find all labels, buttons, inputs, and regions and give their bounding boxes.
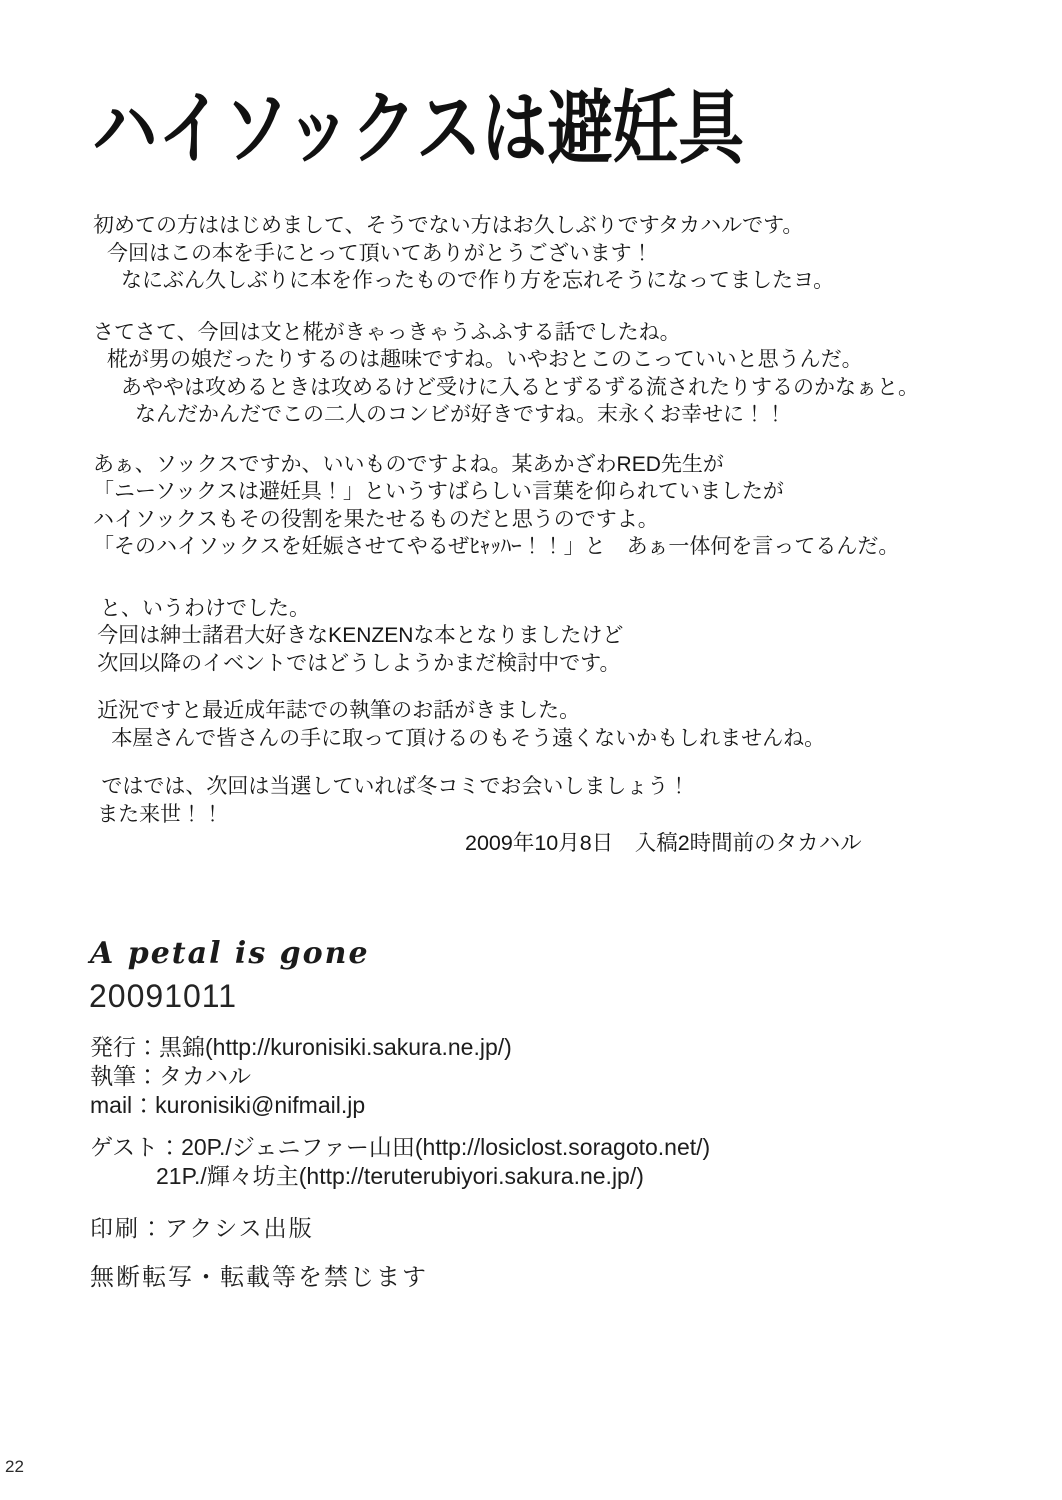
afterword-line: 本屋さんで皆さんの手に取って頂けるのもそう遠くないかもしれませんね。 — [111, 726, 826, 750]
afterword-line: 椛が男の娘だったりするのは趣味ですね。いやおとこのこっていいと思うんだ。 — [107, 348, 863, 371]
afterword-line: なにぶん久しぶりに本を作ったもので作り方を忘れそうになってましたヨ。 — [121, 269, 835, 292]
afterword-line: 初めての方ははじめまして、そうでない方はお久しぶりですタカハルです。 — [93, 214, 804, 237]
afterword-paragraph — [93, 319, 973, 429]
afterword-line: と、いうわけでした。 — [100, 596, 310, 620]
author-line: 執筆：タカハル — [90, 1063, 251, 1089]
afterword-line: あぁ、ソックスですか、いいものですよね。某あかざわRED先生が — [93, 452, 724, 476]
afterword-line: なんだかんだでこの二人のコンビが好きですね。末永くお幸せに！！ — [135, 403, 786, 426]
guest-line-1: ゲスト：20P./ジェニファー山田(http://losiclost.soragoto.net/) — [90, 1134, 711, 1160]
afterword-paragraph — [93, 697, 973, 752]
copyright-notice: 無断転写・転載等を禁じます — [90, 1265, 428, 1291]
publisher-line: 発行：黒錦(http://kuronisiki.sakura.ne.jp/) — [90, 1034, 512, 1060]
afterword-line: 近況ですと最近成年誌での執筆のお話がきました。 — [97, 699, 581, 722]
afterword-line: 今回はこの本を手にとって頂いてありがとうございます！ — [107, 241, 653, 265]
afterword-body — [93, 212, 973, 858]
page-number: 22 — [5, 1457, 24, 1476]
afterword-paragraph — [93, 773, 973, 828]
release-date: 20091011 — [89, 978, 237, 1014]
afterword-line: ではでは、次回は当選していれば冬コミでお会いしましょう！ — [101, 775, 690, 798]
book-title: A petal is gone — [90, 936, 370, 971]
guest-info — [90, 1133, 710, 1191]
afterword-line: 次回以降のイベントではどうしようかまだ検討中です。 — [97, 651, 621, 675]
date-signature: 2009年10月8日 入稿2時間前のタカハル — [465, 831, 862, 855]
page-title: ハイソックスは避妊具 — [92, 86, 745, 174]
afterword-paragraph — [93, 451, 973, 561]
afterword-paragraphs — [93, 212, 973, 828]
afterword-line: 今回は紳士諸君大好きなKENZENな本となりましたけど — [97, 624, 624, 647]
guest-line-2: 21P./輝々坊主(http://teruterubiyori.sakura.ne.jp/) — [156, 1163, 644, 1189]
afterword-line: 「そのハイソックスを妊娠させてやるぜﾋｬｯﾊｰ！！」と あぁ一体何を言ってるんだ。 — [93, 535, 900, 558]
afterword-line: ハイソックスもその役割を果たせるものだと思うのですよ。 — [93, 507, 659, 531]
afterword-line: さてさて、今回は文と椛がきゃっきゃうふふする話でしたね。 — [93, 320, 681, 344]
afterword-paragraph — [93, 595, 973, 678]
publication-info — [90, 1033, 512, 1120]
afterword-line: 「ニーソックスは避妊具！」というすばらしい言葉を仰られていましたが — [93, 480, 784, 503]
mail-line: mail：kuronisiki@nifmail.jp — [90, 1092, 366, 1118]
afterword-line: また来世！！ — [97, 802, 224, 826]
afterword-line: あややは攻めるときは攻めるけど受けに入るとずるずる流されたりするのかなぁと。 — [121, 375, 919, 399]
afterword-paragraph — [93, 212, 973, 295]
printer-line: 印刷：アクシス出版 — [90, 1216, 314, 1241]
